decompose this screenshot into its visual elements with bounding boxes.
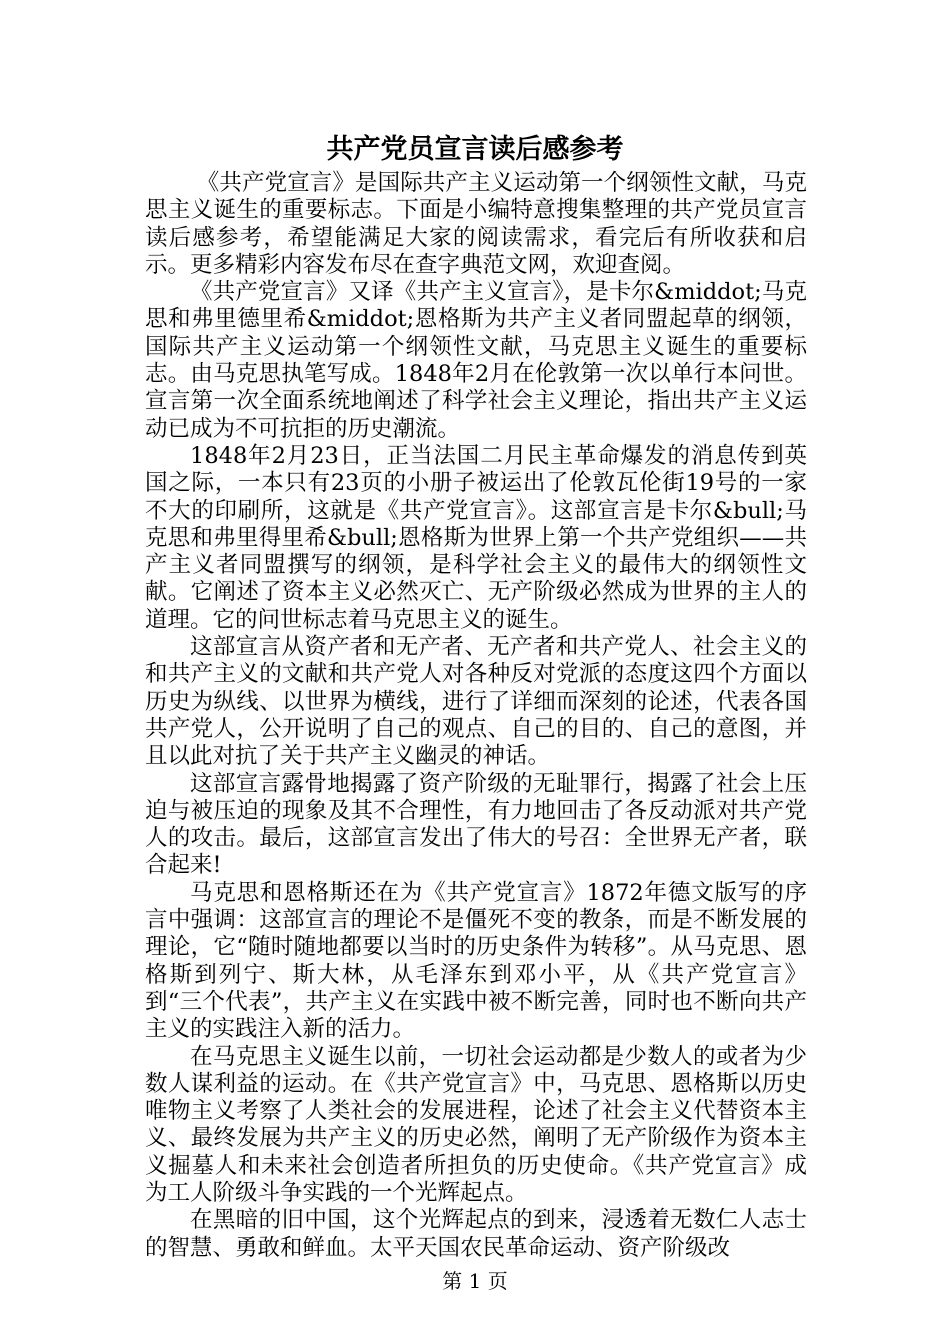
paragraph-2: 《共产党宣言》又译《共产主义宣言》，是卡尔&middot;马克思和弗里德里希&middot;恩格斯为共产主义者同盟起草的纲领，国际共产主义运动第一个纲领性文献，马克思主义诞生的重要标志。由马克思执笔写成。1848年2月在伦敦第一次以单行本问世。宣言第一次全面系统地阐述了科学社会主义理论，指出共产主义运动已成为不可抗拒的历史潮流。 [145, 279, 807, 442]
paragraph-5: 这部宣言露骨地揭露了资产阶级的无耻罪行，揭露了社会上压迫与被压迫的现象及其不合理性，有力地回击了各反动派对共产党人的攻击。最后，这部宣言发出了伟大的号召：全世界无产者，联合起来! [145, 770, 807, 879]
paragraph-6: 马克思和恩格斯还在为《共产党宣言》1872年德文版写的序言中强调：这部宣言的理论不是僵死不变的教条，而是不断发展的理论，它“随时随地都要以当时的历史条件为转移”。从马克思、恩格斯到列宁、斯大林，从毛泽东到邓小平，从《共产党宣言》到“三个代表”，共产主义在实践中被不断完善，同时也不断向共产主义的实践注入新的活力。 [145, 879, 807, 1043]
paragraph-3: 1848年2月23日，正当法国二月民主革命爆发的消息传到英国之际，一本只有23页的小册子被运出了伦敦瓦伦街19号的一家不大的印刷所，这就是《共产党宣言》。这部宣言是卡尔&bull;马克思和弗里得里希&bull;恩格斯为世界上第一个共产党组织——共产主义者同盟撰写的纲领，是科学社会主义的最伟大的纲领性文献。它阐述了资本主义必然灭亡、无产阶级必然成为世界的主人的道理。它的问世标志着马克思主义的诞生。 [145, 442, 807, 633]
paragraph-1: 《共产党宣言》是国际共产主义运动第一个纲领性文献，马克思主义诞生的重要标志。下面是小编特意搜集整理的共产党员宣言读后感参考，希望能满足大家的阅读需求，看完后有所收获和启示。更多精彩内容发布尽在查字典范文网，欢迎查阅。 [145, 170, 807, 278]
document-body [145, 170, 807, 1262]
paragraph-8: 在黑暗的旧中国，这个光辉起点的到来，浸透着无数仁人志士的智慧、勇敢和鲜血。太平天国农民革命运动、资产阶级改 [145, 1207, 807, 1261]
page-number: 第 1 页 [442, 1269, 508, 1293]
paragraph-7: 在马克思主义诞生以前，一切社会运动都是少数人的或者为少数人谋利益的运动。在《共产党宣言》中，马克思、恩格斯以历史唯物主义考察了人类社会的发展进程，论述了社会主义代替资本主义、最终发展为共产主义的历史必然，阐明了无产阶级作为资本主义掘墓人和未来社会创造者所担负的历史使命。《共产党宣言》成为工人阶级斗争实践的一个光辉起点。 [145, 1043, 807, 1206]
page-title: 共产党员宣言读后感参考 [326, 134, 624, 165]
paragraph-4: 这部宣言从资产者和无产者、无产者和共产党人、社会主义的和共产主义的文献和共产党人对各种反对党派的态度这四个方面以历史为纵线、以世界为横线，进行了详细而深刻的论述，代表各国共产党人，公开说明了自己的观点、自己的目的、自己的意图，并且以此对抗了关于共产主义幽灵的神话。 [145, 634, 807, 770]
